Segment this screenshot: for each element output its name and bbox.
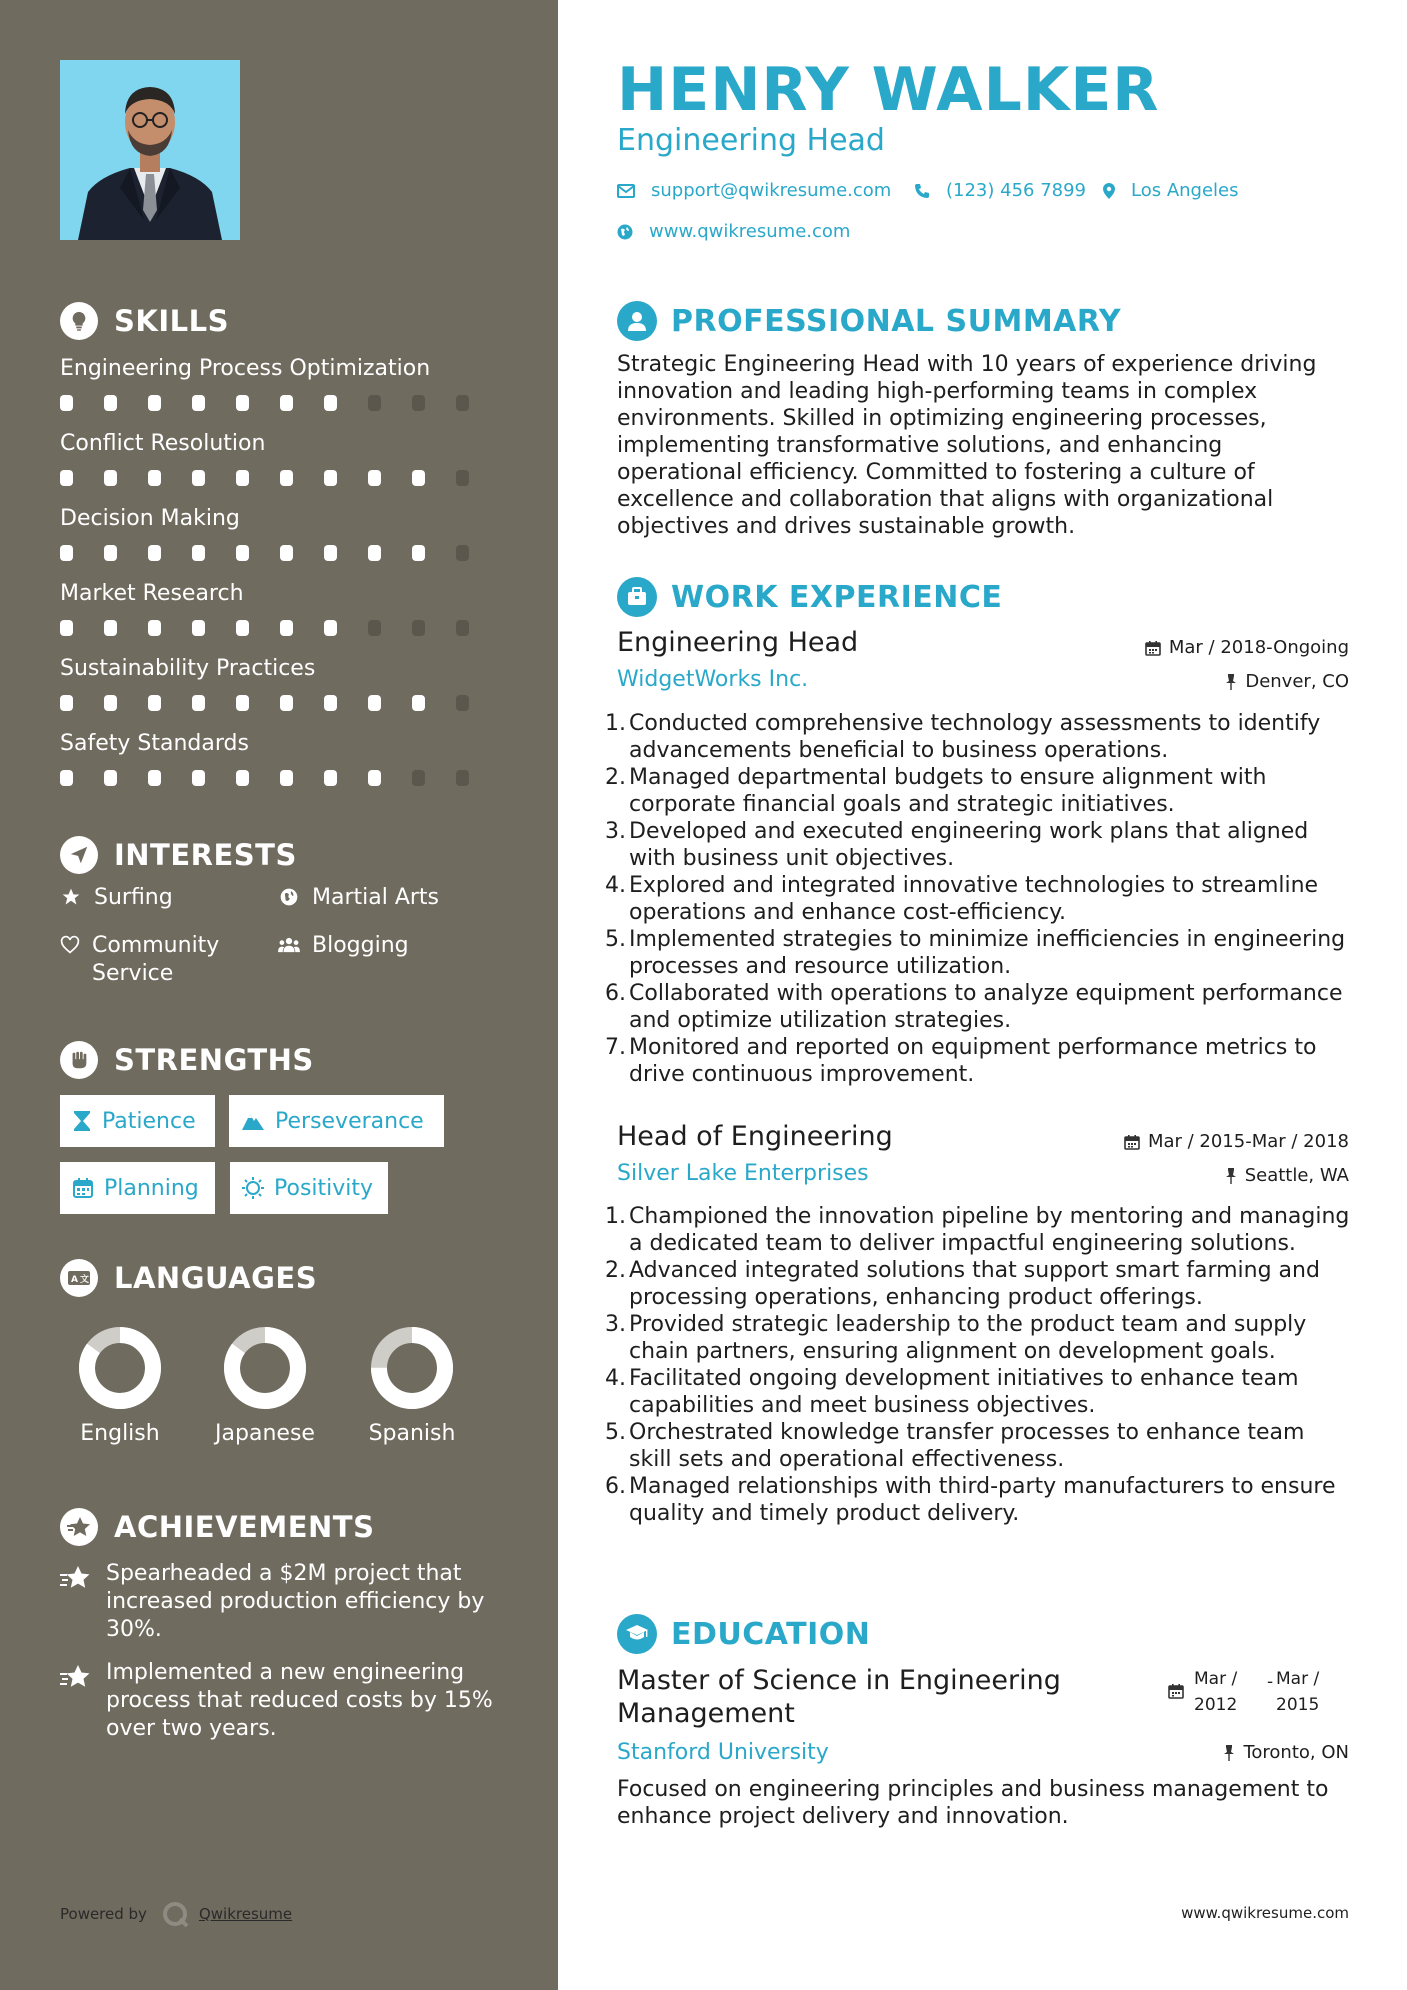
job-bullet [605,818,1350,872]
rating-dot [280,620,293,636]
skill-rating [60,395,500,411]
rating-dot [456,470,469,486]
rating-dot [412,695,425,711]
rating-dot [368,695,381,711]
education-school: Stanford University [617,1740,829,1765]
star-badge-icon [60,1508,98,1546]
candidate-role: Engineering Head [617,123,885,158]
job-bullet [605,872,1350,926]
calendar-icon [1145,640,1161,656]
strength-patience [60,1095,215,1147]
star-icon [60,884,82,907]
bullet-text: Facilitated ongoing development initiatives to enhance team capabilities and meet business objectives. [629,1366,1299,1418]
rating-dot [236,695,249,711]
rating-dot [104,695,117,711]
powered-by-label: Powered by [60,1905,147,1923]
rating-dot [368,395,381,411]
job-bullet [605,926,1350,980]
interest-label: Blogging [312,933,409,958]
rating-dot [104,545,117,561]
education-end-month: Mar / [1276,1669,1320,1689]
pin-icon [1223,1745,1235,1761]
skill-rating [60,695,500,711]
calendar-icon [1124,1134,1140,1150]
interest-martial-arts [278,884,439,912]
rating-dot [148,470,161,486]
website-text: www.qwikresume.com [649,221,851,242]
language-name: Spanish [368,1421,456,1446]
bullet-number: 1. [605,711,626,736]
education-start-year: 2012 [1194,1695,1238,1715]
svg-text:文: 文 [80,1275,90,1285]
star-badge-icon [60,1659,92,1743]
bullet-text: Implemented strategies to minimize inefficiencies in engineering processes and resource utilization. [629,927,1346,979]
strength-label: Planning [104,1175,199,1201]
skill-item [60,356,500,411]
globe-icon [278,884,300,907]
rating-dot [412,770,425,786]
language-name: Japanese [215,1421,315,1446]
strength-label: Perseverance [275,1108,424,1134]
contact-website[interactable] [617,221,850,242]
education-end-year: 2015 [1276,1695,1320,1715]
job-date-text: Mar / 2018-Ongoing [1168,637,1349,658]
map-pin-icon [1103,183,1115,199]
language-icon [60,1259,98,1297]
location-text: Los Angeles [1131,180,1239,201]
rating-dot [236,395,249,411]
skill-name: Sustainability Practices [60,656,316,681]
hourglass-icon [72,1110,92,1132]
rating-dot [236,770,249,786]
interest-label: Surfing [94,885,173,910]
lightbulb-icon [60,302,98,340]
job-company: Silver Lake Enterprises [617,1161,869,1186]
job-bullet [605,1419,1350,1473]
bullet-number: 5. [605,927,626,952]
skill-item [60,431,500,486]
bullet-number: 2. [605,765,626,790]
rating-dot [280,470,293,486]
rating-dot [104,470,117,486]
job-bullet [605,1311,1350,1365]
email-text: support@qwikresume.com [651,180,892,201]
rating-dot [148,545,161,561]
rating-dot [412,620,425,636]
rating-dot [192,470,205,486]
bullet-number: 4. [605,1366,626,1391]
skill-name: Decision Making [60,506,240,531]
bullet-text: Collaborated with operations to analyze equipment performance and optimize utilization strategies. [629,981,1343,1033]
pin-icon [1225,674,1237,690]
rating-dot [324,470,337,486]
job-bullet [605,764,1350,818]
job-location [1225,671,1349,692]
bullet-text: Championed the innovation pipeline by mentoring and managing a dedicated team to deliver impactful engineering solutions. [629,1204,1350,1256]
bullet-number: 7. [605,1035,626,1060]
candidate-name: HENRY WALKER [617,55,1160,125]
rating-dot [60,695,73,711]
qwikresume-link[interactable]: Qwikresume [198,1905,293,1923]
rating-dot [456,695,469,711]
powered-by [60,1900,292,1928]
bullet-text: Orchestrated knowledge transfer processes to enhance team skill sets and operational effectiveness. [629,1420,1305,1472]
rating-dot [324,545,337,561]
pin-icon [1225,1168,1237,1184]
skill-rating [60,770,500,786]
job-bullet [605,980,1350,1034]
interest-community-service [60,932,260,988]
footer-url[interactable]: www.qwikresume.com [1181,1904,1349,1922]
interest-surfing [60,884,173,912]
summary-text: Strategic Engineering Head with 10 years of experience driving innovation and leading high-performing teams in complex environments. Skilled in optimizing engineering processes, implementing transformative solutions, and enhancing operational efficiency. Committed to fostering a culture of excellence and collaboration that aligns with organizational objectives and drives sustainable growth. [617,352,1317,539]
rating-dot [60,395,73,411]
bullet-text: Managed departmental budgets to ensure alignment with corporate financial goals and strategic initiatives. [629,765,1267,817]
interest-blogging [278,932,409,960]
strength-label: Patience [102,1108,196,1134]
rating-dot [60,545,73,561]
skill-item [60,656,500,711]
rating-dot [324,695,337,711]
bullet-number: 6. [605,981,626,1006]
job-bullets [605,1203,1350,1527]
interest-label: Martial Arts [312,885,440,910]
profile-photo [60,60,240,240]
achievement-text: Spearheaded a $2M project that increased production efficiency by 30%. [106,1561,485,1642]
calendar-icon [72,1177,94,1199]
briefcase-icon [617,577,657,617]
bullet-text: Developed and executed engineering work plans that aligned with business unit objectives. [629,819,1309,871]
strength-planning [60,1162,215,1214]
contact-phone[interactable] [914,180,1086,201]
languages-heading [60,1259,317,1297]
svg-text:A: A [71,1275,78,1285]
strength-positivity [230,1162,388,1214]
bullet-text: Managed relationships with third-party manufacturers to ensure quality and timely product delivery. [629,1474,1336,1526]
skill-rating [60,470,500,486]
mountain-icon [241,1111,265,1131]
rating-dot [368,470,381,486]
bullet-number: 5. [605,1420,626,1445]
rating-dot [324,620,337,636]
interest-label: Community Service [92,933,220,986]
job-bullets [605,710,1350,1088]
sun-icon [242,1177,264,1199]
job-bullet [605,710,1350,764]
achievements-heading [60,1508,374,1546]
language-name: English [80,1421,160,1446]
rating-dot [192,395,205,411]
contact-email[interactable] [617,180,891,201]
job-bullet [605,1034,1350,1088]
paper-plane-icon [60,836,98,874]
language-proficiency-donut [222,1325,308,1411]
users-icon [278,932,300,955]
job-bullet [605,1257,1350,1311]
job-date [1145,637,1349,658]
rating-dot [412,395,425,411]
bullet-text: Explored and integrated innovative technologies to streamline operations and enhance cost-efficiency. [629,873,1319,925]
skill-item [60,731,500,786]
strengths-title: STRENGTHS [114,1043,314,1077]
skill-name: Market Research [60,581,244,606]
rating-dot [324,395,337,411]
experience-heading [617,577,1002,617]
language-item [55,1325,185,1446]
job-company: WidgetWorks Inc. [617,667,809,692]
skill-name: Conflict Resolution [60,431,266,456]
bullet-text: Monitored and reported on equipment performance metrics to drive continuous improvement. [629,1035,1317,1087]
achievements-title: ACHIEVEMENTS [114,1510,375,1544]
degree-title: Master of Science in Engineering Management [617,1665,1061,1729]
rating-dot [456,545,469,561]
education-start-date [1194,1666,1237,1718]
qwikresume-logo-icon [161,1900,189,1928]
sidebar [0,0,558,1990]
education-heading [617,1614,870,1654]
job-location-text: Seattle, WA [1244,1165,1349,1186]
rating-dot [60,620,73,636]
rating-dot [412,470,425,486]
rating-dot [104,395,117,411]
graduation-icon [617,1614,657,1654]
bullet-number: 3. [605,1312,626,1337]
rating-dot [236,545,249,561]
rating-dot [368,545,381,561]
language-proficiency-donut [369,1325,455,1411]
rating-dot [60,470,73,486]
bullet-text: Provided strategic leadership to the product team and supply chain partners, ensuring alignment on development goals. [629,1312,1307,1364]
rating-dot [368,620,381,636]
rating-dot [192,545,205,561]
phone-text: (123) 456 7899 [946,180,1087,201]
globe-icon [617,224,633,240]
job-title: Engineering Head [617,627,859,658]
rating-dot [324,770,337,786]
rating-dot [236,620,249,636]
achievement-text: Implemented a new engineering process that reduced costs by 15% over two years. [106,1660,493,1741]
bullet-text: Conducted comprehensive technology assessments to identify advancements beneficial to business operations. [629,711,1321,763]
heart-icon [60,932,80,955]
rating-dot [148,695,161,711]
skills-title: SKILLS [114,304,229,338]
bullet-number: 4. [605,873,626,898]
strength-label: Positivity [274,1175,374,1201]
language-item [347,1325,477,1446]
calendar-icon [1168,1683,1184,1703]
rating-dot [148,620,161,636]
rating-dot [368,770,381,786]
language-item [200,1325,330,1446]
achievement-item [60,1560,500,1644]
rating-dot [280,545,293,561]
rating-dot [280,695,293,711]
summary-heading [617,301,1121,341]
education-text: Focused on engineering principles and business management to enhance project delivery and innovation. [617,1777,1329,1829]
language-proficiency-donut [77,1325,163,1411]
interests-heading [60,836,297,874]
job-location [1225,1165,1349,1186]
rating-dot [412,545,425,561]
education-end-date [1276,1666,1319,1718]
rating-dot [456,395,469,411]
bullet-text: Advanced integrated solutions that support smart farming and processing operations, enhancing product offerings. [629,1258,1320,1310]
rating-dot [280,770,293,786]
skill-item [60,506,500,561]
summary-title: PROFESSIONAL SUMMARY [671,303,1122,339]
education-start-month: Mar / [1194,1669,1238,1689]
job-location-text: Denver, CO [1245,671,1349,692]
main-content [605,0,1350,1990]
strengths-heading [60,1041,314,1079]
envelope-icon [617,184,635,198]
interests-title: INTERESTS [114,838,297,872]
phone-icon [914,183,930,199]
rating-dot [280,395,293,411]
job-date [1124,1131,1349,1152]
rating-dot [148,770,161,786]
fist-icon [60,1041,98,1079]
bullet-number: 1. [605,1204,626,1229]
languages-title: LANGUAGES [114,1261,318,1295]
skill-rating [60,620,500,636]
rating-dot [456,770,469,786]
job-bullet [605,1203,1350,1257]
rating-dot [148,395,161,411]
job-date-text: Mar / 2015-Mar / 2018 [1147,1131,1349,1152]
rating-dot [104,620,117,636]
job-bullet [605,1473,1350,1527]
rating-dot [60,770,73,786]
skill-name: Safety Standards [60,731,249,756]
experience-title: WORK EXPERIENCE [671,579,1003,615]
job-bullet [605,1365,1350,1419]
rating-dot [192,770,205,786]
bullet-number: 3. [605,819,626,844]
rating-dot [456,620,469,636]
skill-rating [60,545,500,561]
contact-location [1103,180,1239,201]
rating-dot [236,470,249,486]
bullet-number: 2. [605,1258,626,1283]
bullet-number: 6. [605,1474,626,1499]
strength-perseverance [229,1095,444,1147]
skills-heading [60,302,229,340]
rating-dot [192,695,205,711]
education-location [1223,1742,1349,1763]
skill-item [60,581,500,636]
education-title: EDUCATION [671,1616,871,1652]
education-location-text: Toronto, ON [1243,1742,1349,1763]
job-title: Head of Engineering [617,1121,893,1152]
star-badge-icon [60,1560,92,1644]
achievement-item [60,1659,500,1743]
skill-name: Engineering Process Optimization [60,356,431,381]
education-date-separator: - [1267,1672,1274,1692]
user-icon [617,301,657,341]
rating-dot [192,620,205,636]
rating-dot [104,770,117,786]
